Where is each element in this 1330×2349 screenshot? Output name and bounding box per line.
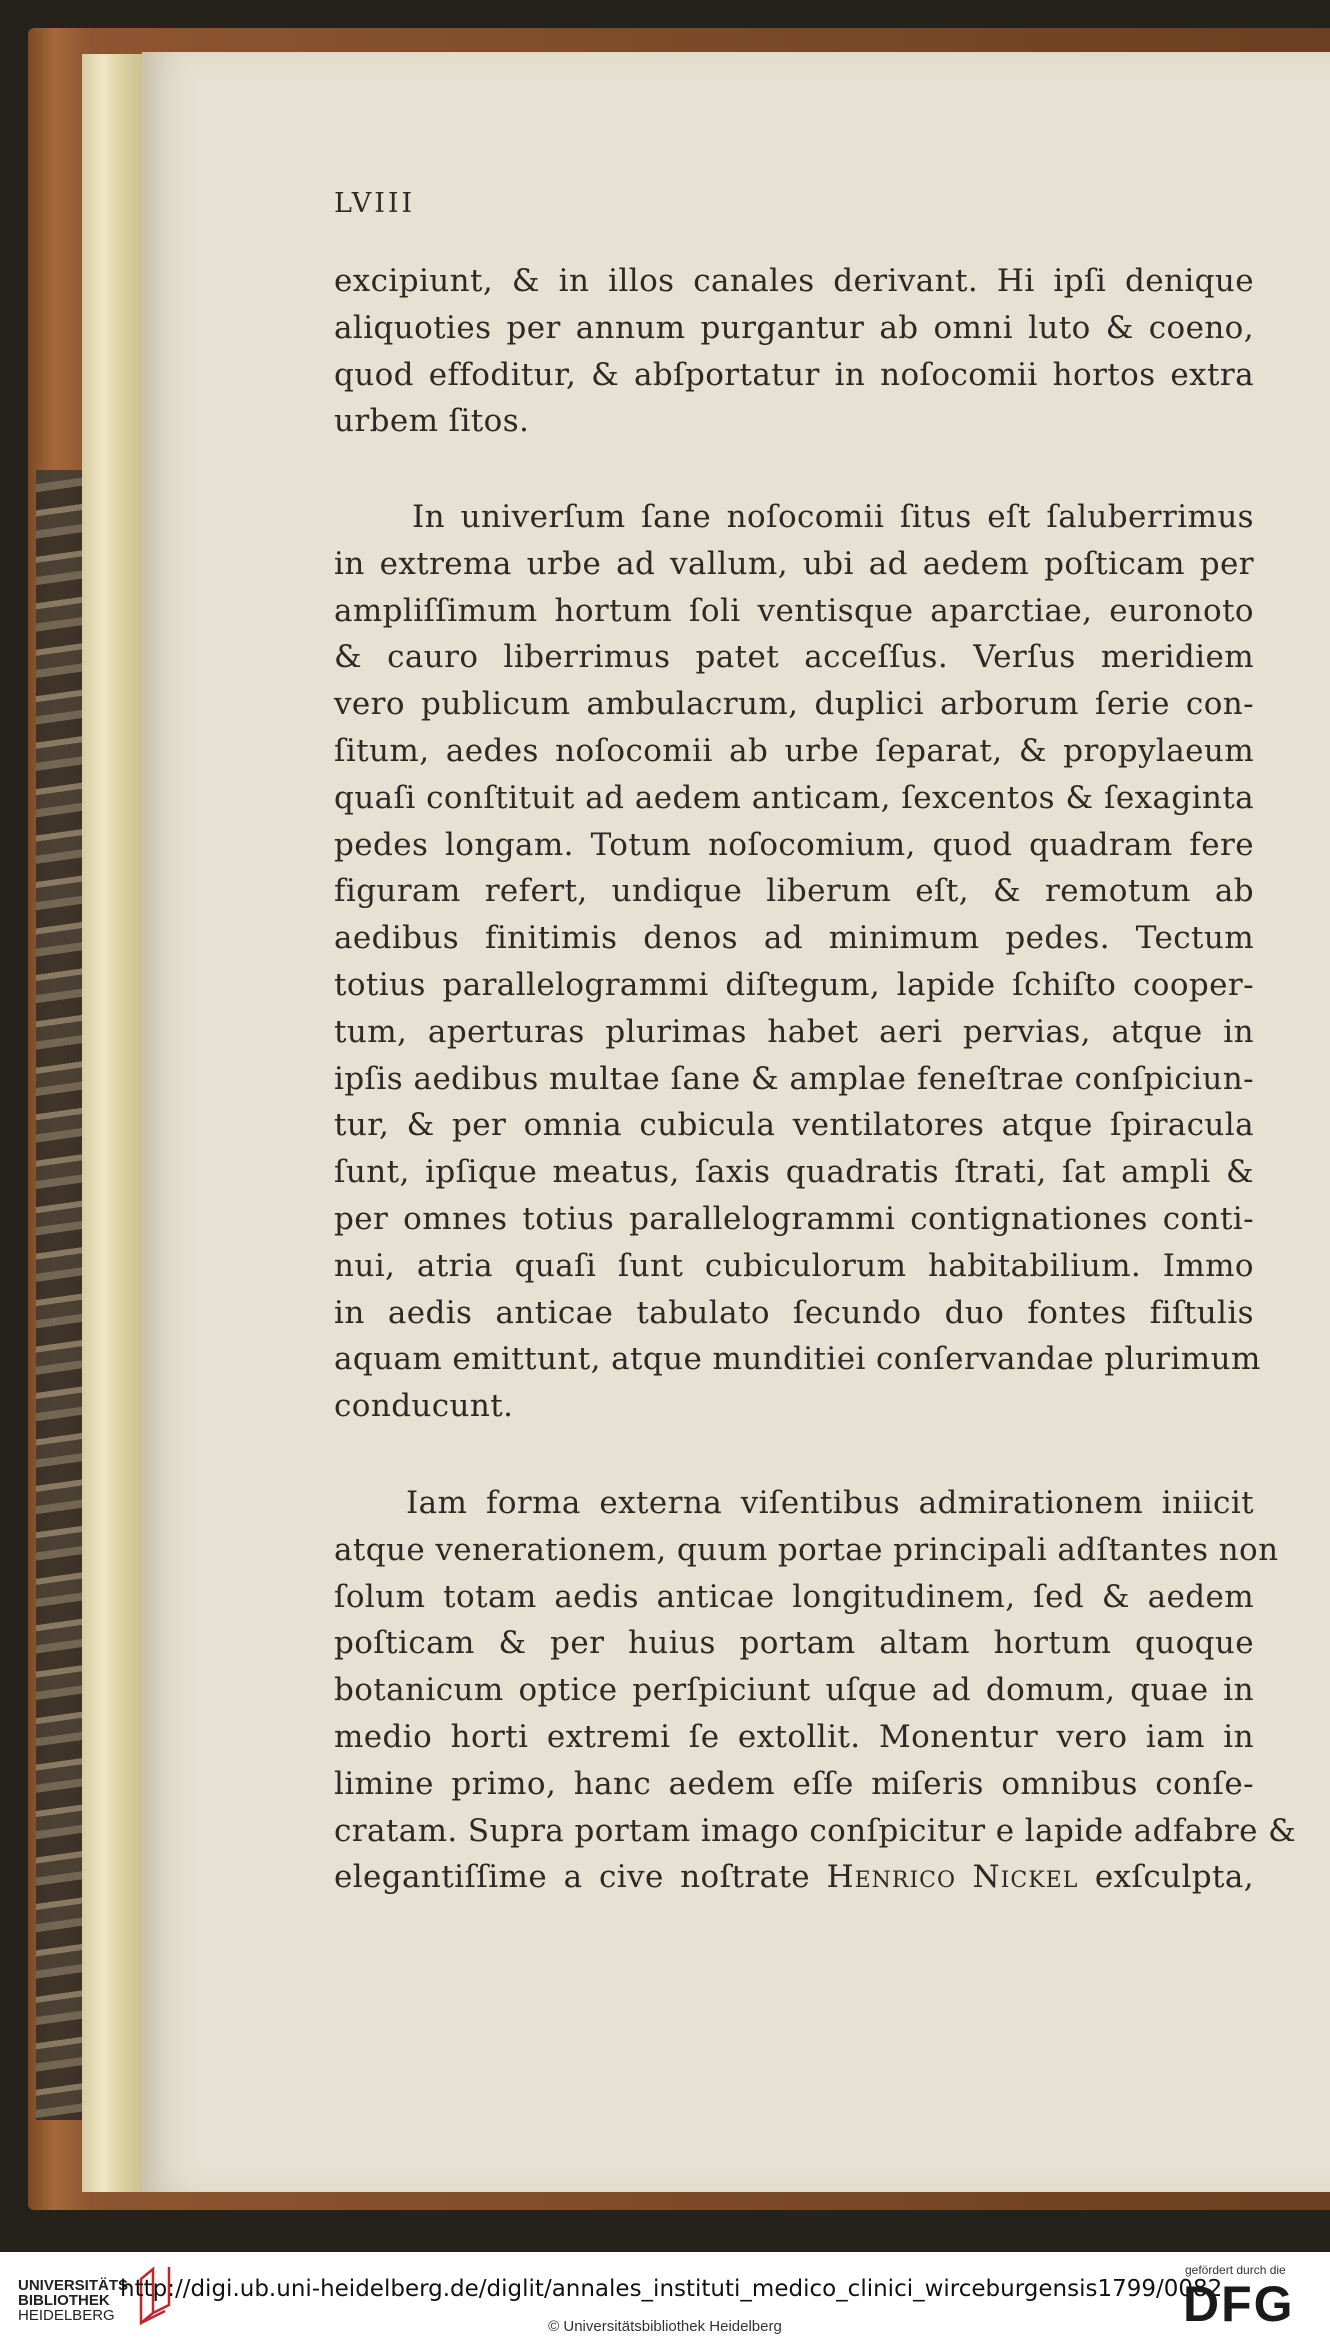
library-logo-line: HEIDELBERG (18, 2307, 115, 2324)
dfg-logo: DFG (1183, 2276, 1295, 2332)
person-name: Nickel (972, 1859, 1079, 1896)
text-line: aliquoties per annum purgantur ab omni luto & coeno, (334, 309, 1254, 346)
paragraph-2 (334, 494, 1261, 1430)
text-line: totius parallelogrammi diſtegum, lapide ſchiſto cooper- (334, 966, 1254, 1003)
text-line: vero publicum ambulacrum, duplici arborum ſerie con- (334, 686, 1254, 723)
text-line: botanicum optice perſpiciunt uſque ad domum, quae in (334, 1672, 1254, 1709)
text-line: ſunt, ipſique meatus, ſaxis quadratis ſtrati, ſat ampli & (334, 1154, 1254, 1191)
text-line: limine primo, hanc aedem eſſe miſeris omnibus conſe- (334, 1765, 1254, 1802)
text-line: figuram refert, undique liberum eſt, & remotum ab (334, 873, 1254, 910)
text-line: In univerſum ſane noſocomii ſitus eſt ſaluberrimus (412, 499, 1254, 535)
paragraph-3 (334, 1480, 1297, 1901)
paragraph-1 (334, 258, 1254, 445)
library-logo-line: UNIVERSITÄTS (18, 2277, 129, 2294)
page-number: LVIII (334, 188, 416, 219)
funding-caption: gefördert durch die (1185, 2263, 1286, 2277)
text-line: ipſis aedibus multae ſane & amplae feneſtrae conſpiciun- (334, 1060, 1254, 1097)
text-line: cratam. Supra portam imago conſpicitur e lapide adfabre & (334, 1812, 1297, 1849)
text-fragment: exſculpta, (1078, 1859, 1254, 1896)
text-line: tur, & per omnia cubicula ventilatores atque ſpiracula (334, 1107, 1254, 1144)
text-fragment: elegantiſſime a cive noſtrate (334, 1859, 827, 1896)
copyright-notice: © Universitätsbibliothek Heidelberg (548, 2318, 782, 2335)
text-line: & cauro liberrimus patet acceſſus. Verſus meridiem (334, 639, 1254, 676)
text-line: tum, aperturas plurimas habet aeri pervias, atque in (334, 1013, 1254, 1050)
library-logo (18, 2278, 128, 2323)
person-name: Henrico (826, 1859, 957, 1896)
text-line: ſitum, aedes noſocomii ab urbe ſeparat, & propylaeum (334, 732, 1254, 769)
text-line: atque venerationem, quum portae principali adſtantes non (334, 1531, 1279, 1568)
text-line: ampliſſimum hortum ſoli ventisque aparctiae, euronoto (334, 592, 1254, 629)
text-line: quod effoditur, & abſportatur in noſocomii hortos extra (334, 356, 1254, 393)
text-line: nui, atria quaſi ſunt cubiculorum habitabilium. Immo (334, 1247, 1254, 1284)
text-line: pedes longam. Totum noſocomium, quod quadram fere (334, 826, 1254, 863)
text-line: per omnes totius parallelogrammi contignationes conti- (334, 1200, 1254, 1237)
text-line: in extrema urbe ad vallum, ubi ad aedem poſticam per (334, 545, 1254, 582)
text-line: quaſi conſtituit ad aedem anticam, ſexcentos & ſexaginta (334, 779, 1254, 816)
library-logo-line: BIBLIOTHEK (18, 2292, 110, 2309)
text-line: aedibus finitimis denos ad minimum pedes. Tectum (334, 920, 1254, 957)
permalink-url[interactable]: http://digi.ub.uni-heidelberg.de/diglit/annales_instituti_medico_clinici_wirceburgensis1799/0082 (120, 2276, 1223, 2302)
text-line: excipiunt, & in illos canales derivant. Hi ipſi denique (334, 263, 1254, 299)
text-line: ſolum totam aedis anticae longitudinem, ſed & aedem (334, 1578, 1254, 1615)
text-line: conducunt. (334, 1388, 514, 1425)
text-line (334, 1854, 1254, 1901)
text-line: urbem ſitos. (334, 403, 530, 440)
text-line: in aedis anticae tabulato ſecundo duo fontes fiſtulis (334, 1294, 1254, 1331)
text-line: poſticam & per huius portam altam hortum quoque (334, 1625, 1254, 1662)
text-line: medio horti extremi ſe extollit. Monentur vero iam in (334, 1718, 1254, 1755)
text-line: aquam emittunt, atque munditiei conſervandae plurimum (334, 1341, 1261, 1378)
text-line: Iam forma externa viſentibus admirationem iniicit (406, 1485, 1254, 1521)
